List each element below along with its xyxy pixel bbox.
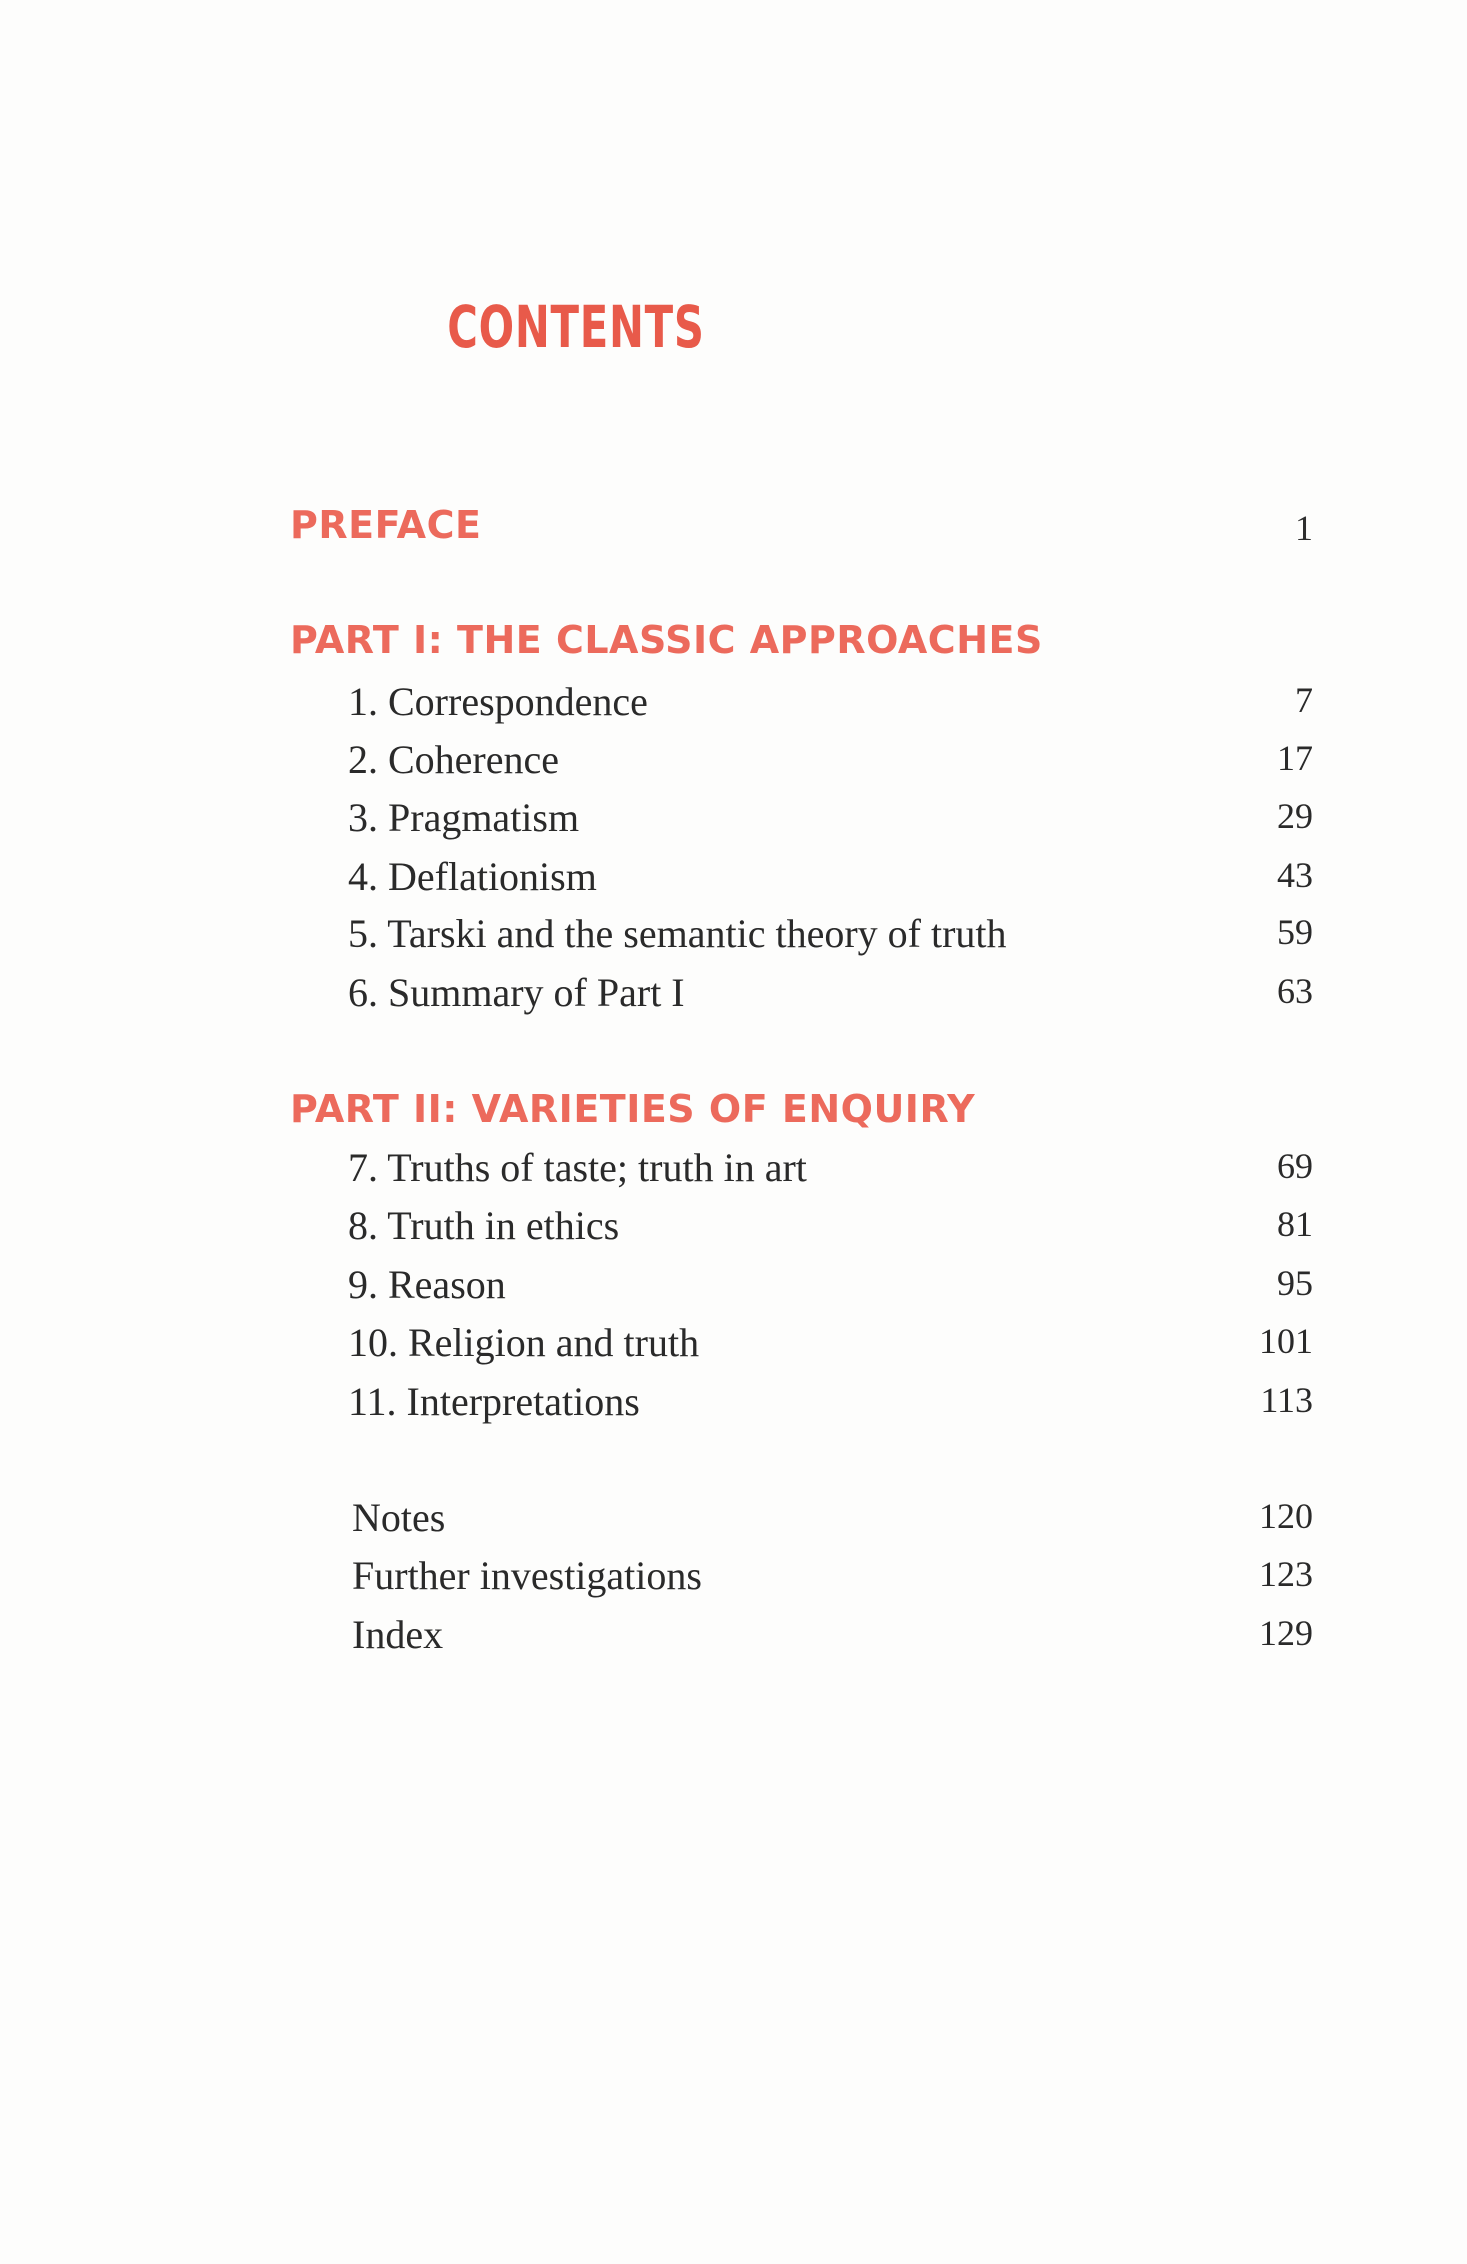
- toc-entry-label: Notes: [352, 1495, 446, 1540]
- toc-entry-page: 7: [1295, 680, 1313, 720]
- toc-entry-label: 10. Religion and truth: [348, 1320, 700, 1365]
- toc-entry-label: 5. Tarski and the semantic theory of truth: [348, 911, 1007, 956]
- toc-entry-label: 8. Truth in ethics: [348, 1203, 620, 1248]
- toc-entry-page: 43: [1277, 855, 1313, 895]
- toc-entry-label: 3. Pragmatism: [348, 795, 580, 840]
- toc-entry-label: 11. Interpretations: [348, 1379, 640, 1424]
- toc-entry-page: 123: [1259, 1554, 1313, 1594]
- toc-entry-label: 1. Correspondence: [348, 679, 648, 724]
- toc-entry-page: 95: [1277, 1263, 1313, 1303]
- toc-entry[interactable]: [348, 1203, 1313, 1250]
- toc-entry[interactable]: [348, 679, 1313, 726]
- toc-entry-label: 7. Truths of taste; truth in art: [348, 1145, 807, 1190]
- toc-entry-page: 59: [1277, 912, 1313, 952]
- toc-entry-label: 2. Coherence: [348, 737, 560, 782]
- toc-entry[interactable]: [348, 737, 1313, 784]
- toc-entry-page: 17: [1277, 738, 1313, 778]
- toc-entry[interactable]: [352, 1553, 1313, 1600]
- toc-entry-page: 101: [1259, 1321, 1313, 1361]
- toc-entry-page: 29: [1277, 796, 1313, 836]
- toc-entry-page: 63: [1277, 971, 1313, 1011]
- page-title: CONTENTS: [447, 293, 705, 361]
- toc-entry-label: Further investigations: [352, 1553, 702, 1598]
- toc-entry[interactable]: [348, 911, 1313, 958]
- toc-entry[interactable]: [348, 1379, 1313, 1426]
- toc-entry[interactable]: [348, 854, 1313, 901]
- toc-entry-page: 120: [1259, 1496, 1313, 1536]
- toc-entry[interactable]: [348, 1320, 1313, 1367]
- toc-entry-page: 81: [1277, 1204, 1313, 1244]
- toc-entry[interactable]: [348, 1145, 1313, 1192]
- toc-entry[interactable]: [348, 970, 1313, 1017]
- toc-entry[interactable]: [352, 1612, 1313, 1659]
- toc-entry[interactable]: [352, 1495, 1313, 1542]
- part2-heading: PART II: VARIETIES OF ENQUIRY: [290, 1087, 976, 1131]
- toc-entry-label: 4. Deflationism: [348, 854, 597, 899]
- toc-entry[interactable]: [348, 1262, 1313, 1309]
- part1-heading: PART I: THE CLASSIC APPROACHES: [290, 618, 1043, 662]
- toc-entry-page: 113: [1260, 1380, 1313, 1420]
- toc-entry[interactable]: [348, 795, 1313, 842]
- preface-page-number: 1: [1295, 508, 1313, 548]
- toc-entry-page: 69: [1277, 1146, 1313, 1186]
- preface-heading: PREFACE: [290, 503, 482, 547]
- toc-entry-page: 129: [1259, 1613, 1313, 1653]
- toc-entry-label: 9. Reason: [348, 1262, 506, 1307]
- toc-entry-label: 6. Summary of Part I: [348, 970, 685, 1015]
- toc-entry-label: Index: [352, 1612, 444, 1657]
